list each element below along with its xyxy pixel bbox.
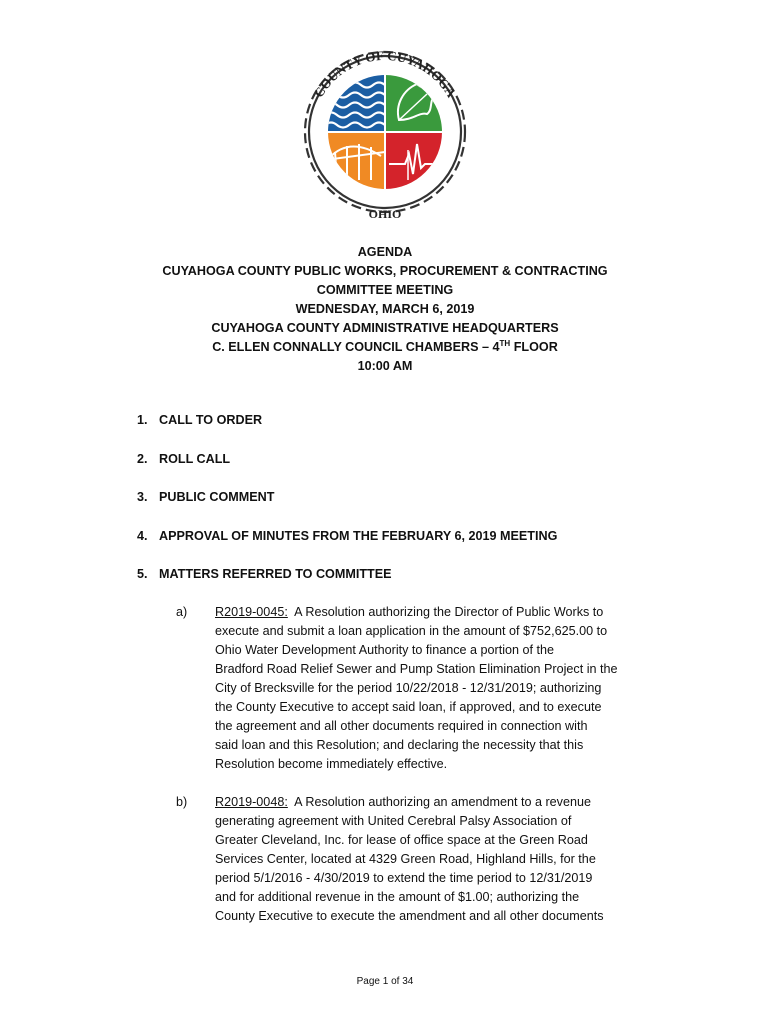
header-title: AGENDA	[357, 245, 413, 259]
header-location: CUYAHOGA COUNTY ADMINISTRATIVE HEADQUARTERS	[211, 321, 559, 335]
sub-item-a	[176, 603, 656, 774]
bridge-quadrant	[325, 133, 384, 192]
sub-item-body: R2019-0048: A Resolution authorizing an amendment to a revenue generating agreement with United Cerebral Palsy Association of Greater Cleveland, Inc. for lease of office space at the Green Road Services Center, located at 4329 Green Road, Highland Hills, for the period 5/1/2016 - 4/30/2019 to extend the time period to 12/31/2019 and for additional revenue in the amount of $1.00; authorizing the County Executive to execute the amendment and all other documents	[215, 795, 604, 923]
header-time: 10:00 AM	[357, 359, 413, 373]
sub-item-letter: a)	[176, 605, 188, 619]
sub-item-letter: b)	[176, 795, 188, 809]
sub-item-body: R2019-0045: A Resolution authorizing the Director of Public Works to execute and submit a loan application in the amount of $752,625.00 to Ohio Water Development Authority to finance a portion of the Bradford Road Relief Sewer and Pump Station Elimination Project in the City of Brecksville for the period 10/22/2018 - 12/31/2019; authorizing the County Executive to accept said loan, if approved, and to execute the agreement and all other documents required in connection with said loan and this Resolution; and declaring the necessity that this Resolution become immediately effective.	[215, 605, 618, 771]
agenda-item: 4. APPROVAL OF MINUTES FROM THE FEBRUARY 6, 2019 MEETING	[137, 528, 558, 543]
sub-item-b	[176, 793, 656, 926]
agenda-item: 5. MATTERS REFERRED TO COMMITTEE	[137, 567, 392, 581]
header-chambers: C. ELLEN CONNALLY COUNCIL CHAMBERS – 4TH FLOOR	[212, 338, 558, 354]
agenda-item: 1. CALL TO ORDER	[137, 413, 263, 427]
seal-bottom-text: OHIO	[368, 207, 402, 221]
agenda-header	[0, 243, 770, 376]
resolution-number: R2019-0045:	[215, 605, 288, 619]
agenda-item: 3. PUBLIC COMMENT	[137, 490, 275, 504]
header-committee: CUYAHOGA COUNTY PUBLIC WORKS, PROCUREMENT & CONTRACTING	[162, 264, 608, 278]
county-seal-logo	[295, 40, 475, 225]
agenda-item: 2. ROLL CALL	[137, 451, 231, 466]
resolution-number: R2019-0048:	[215, 795, 288, 809]
header-meeting: COMMITTEE MEETING	[316, 283, 454, 297]
page-number: Page 1 of 34	[356, 976, 414, 987]
header-date: WEDNESDAY, MARCH 6, 2019	[295, 302, 475, 316]
seal-top-text: COUNTY OF CUYAHOGA	[310, 47, 460, 100]
agenda-list	[137, 413, 657, 606]
